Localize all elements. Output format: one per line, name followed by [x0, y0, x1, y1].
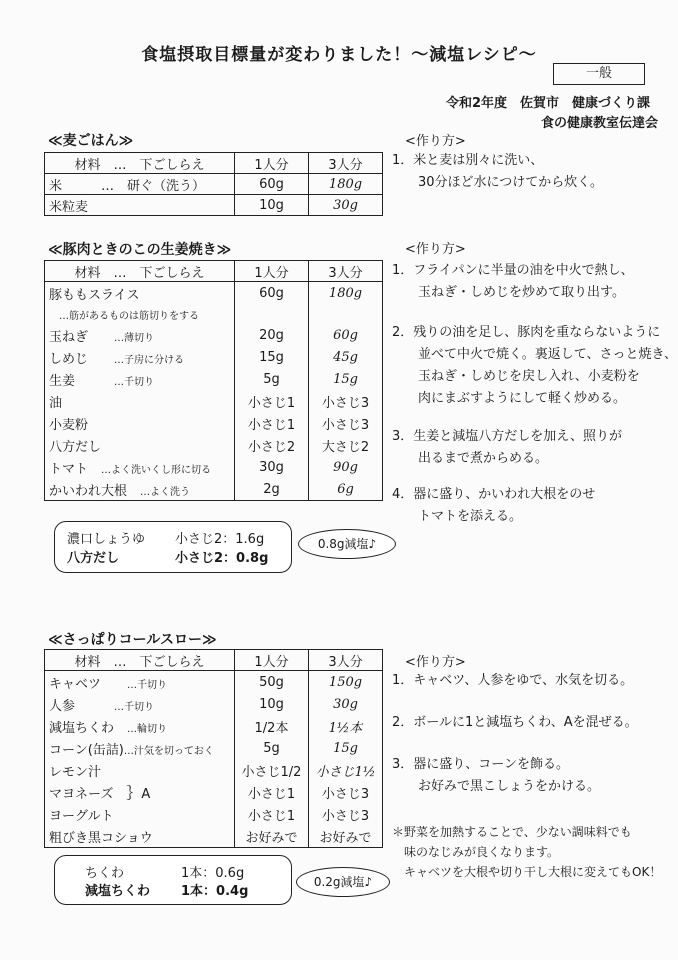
step-text: 2．残りの油を足し、豚肉を重ならないように: [392, 325, 661, 340]
table-row: [45, 825, 383, 848]
salt-comparison-box: [54, 855, 292, 905]
salt-line-label: 減塩ちくわ: [85, 884, 151, 899]
ingredient-cell: 粗びき黒コショウ: [45, 825, 235, 848]
recipe-title-mugi-gohan: ≪麦ごはん≫: [48, 133, 134, 149]
table-row: [45, 715, 383, 737]
ingredient-cell: 米 … 研ぐ（洗う）: [45, 174, 235, 195]
table-header-row: [45, 261, 383, 282]
salt-line-value: 1本：0.4g: [181, 884, 249, 899]
ingredient-cell: 減塩ちくわ …輪切り: [45, 715, 235, 737]
amount-three-cell: 小さじ3: [309, 803, 383, 825]
salt-line-value: 1本：0.6g: [181, 866, 245, 881]
method-steps-mugi-gohan: [392, 150, 603, 194]
table-row: [45, 304, 383, 324]
recipe-title-coleslaw: ≪さっぱりコールスロー≫: [48, 632, 217, 648]
salt-reduction-badge: 0.8g減塩♪: [298, 529, 396, 559]
amount-one-cell: 60g: [235, 174, 309, 195]
method-label: <作り方>: [405, 134, 466, 149]
step-text: 1．米と麦は別々に洗い、: [392, 153, 544, 168]
tip-note: [392, 822, 661, 882]
salt-reduction-badge: 0.2g減塩♪: [296, 867, 390, 897]
ingredient-cell: 人参 …千切り: [45, 693, 235, 715]
recipe-title-shogayaki: ≪豚肉ときのこの生姜焼き≫: [48, 242, 232, 258]
audience-badge: 一般: [553, 63, 645, 85]
amount-one-cell: 10g: [235, 693, 309, 715]
salt-line-value: 小さじ2：1.6g: [175, 532, 265, 547]
col-header-three-servings: 3人分: [309, 650, 383, 671]
page-title: 食塩摂取目標量が変わりました！～減塩レシピ～: [141, 45, 537, 65]
amount-one-cell: 15g: [235, 346, 309, 368]
amount-one-cell: 1/2本: [235, 715, 309, 737]
ingredient-cell: キャベツ …千切り: [45, 671, 235, 694]
table-row: [45, 456, 383, 478]
note-text: 味のなじみが良くなります。: [392, 845, 560, 859]
col-header-ingredient: 材料 … 下ごしらえ: [45, 153, 235, 174]
table-row: [45, 803, 383, 825]
amount-one-cell: 小さじ1: [235, 412, 309, 434]
step-text: 3．器に盛り、コーンを飾る。: [392, 757, 570, 772]
col-header-one-serving: 1人分: [235, 650, 309, 671]
step-text: 肉にまぶすようにして軽く炒める。: [392, 391, 627, 406]
amount-three-cell: 90g: [309, 456, 383, 478]
amount-one-cell: 60g: [235, 282, 309, 305]
amount-one-cell: 20g: [235, 324, 309, 346]
col-header-ingredient: 材料 … 下ごしらえ: [45, 650, 235, 671]
ingredient-cell: 玉ねぎ …薄切り: [45, 324, 235, 346]
col-header-three-servings: 3人分: [309, 153, 383, 174]
salt-line-label: ちくわ: [85, 866, 125, 881]
amount-one-cell: 小さじ1: [235, 781, 309, 803]
table-row: [45, 434, 383, 456]
note-text: ＊野菜を加熱することで、少ない調味料でも: [392, 825, 632, 839]
step-text: 2．ボールに1と減塩ちくわ、Aを混ぜる。: [392, 715, 638, 730]
amount-three-cell: 小さじ3: [309, 781, 383, 803]
ingredient-cell: かいわれ大根 …よく洗う: [45, 478, 235, 501]
ingredient-cell: しめじ …子房に分ける: [45, 346, 235, 368]
table-row: [45, 478, 383, 501]
amount-three-cell: 45g: [309, 346, 383, 368]
empty-cell: [235, 304, 309, 324]
ingredient-cell: レモン汁: [45, 759, 235, 781]
amount-one-cell: 5g: [235, 368, 309, 390]
step-text: 3．生姜と減塩八方だしを加え、照りが: [392, 429, 623, 444]
amount-one-cell: 50g: [235, 671, 309, 694]
table-row: [45, 390, 383, 412]
amount-three-cell: 15g: [309, 368, 383, 390]
amount-three-cell: 小さじ1½: [309, 759, 383, 781]
ingredient-cell: 生姜 …千切り: [45, 368, 235, 390]
amount-three-cell: 小さじ3: [309, 390, 383, 412]
amount-one-cell: 小さじ2: [235, 434, 309, 456]
organizer-subline: 食の健康教室伝達会: [540, 116, 658, 131]
amount-three-cell: 15g: [309, 737, 383, 759]
step-text: 並べて中火で焼く。裏返して、さっと焼き、: [392, 347, 677, 362]
ingredient-cell: 米粒麦: [45, 195, 235, 216]
ingredient-cell: 豚ももスライス: [45, 282, 235, 305]
table-header-row: [45, 153, 383, 174]
table-header-row: [45, 650, 383, 671]
amount-three-cell: 小さじ3: [309, 412, 383, 434]
method-steps-coleslaw: [392, 670, 638, 798]
step-text: 玉ねぎ・しめじを戻し入れ、小麦粉を: [392, 369, 640, 384]
step-text: 30分ほど水につけてから炊く。: [392, 175, 604, 190]
salt-line-value: 小さじ2：0.8g: [175, 551, 269, 566]
step-text: お好みで黒こしょうをかける。: [392, 779, 601, 794]
table-row: [45, 737, 383, 759]
table-row: [45, 759, 383, 781]
amount-one-cell: 30g: [235, 456, 309, 478]
table-row: [45, 781, 383, 803]
ingredient-cell: トマト …よく洗いくし形に切る: [45, 456, 235, 478]
amount-one-cell: 小さじ1: [235, 390, 309, 412]
step-text: 1．キャベツ、人参をゆで、水気を切る。: [392, 673, 634, 688]
empty-cell: [309, 304, 383, 324]
note-text: キャベツを大根や切り干し大根に変えてもOK！: [392, 865, 662, 879]
ingredient-cell: ヨーグルト: [45, 803, 235, 825]
salt-line-label: 八方だし: [67, 551, 120, 566]
col-header-ingredient: 材料 … 下ごしらえ: [45, 261, 235, 282]
prep-note-cell: …筋があるものは筋切りをする: [45, 304, 235, 324]
amount-one-cell: 2g: [235, 478, 309, 501]
ingredient-cell: コーン(缶詰)…汁気を切っておく: [45, 737, 235, 759]
ingredient-cell: 油: [45, 390, 235, 412]
ingredient-cell: 小麦粉: [45, 412, 235, 434]
amount-three-cell: 150g: [309, 671, 383, 694]
amount-three-cell: 大さじ2: [309, 434, 383, 456]
method-steps-shogayaki: [392, 260, 677, 528]
col-header-one-serving: 1人分: [235, 261, 309, 282]
step-text: 4．器に盛り、かいわれ大根をのせ: [392, 487, 596, 502]
table-row: [45, 346, 383, 368]
salt-line-label: 濃口しょうゆ: [67, 532, 146, 547]
organizer-line: 令和2年度 佐賀市 健康づくり課: [445, 96, 650, 111]
table-row: [45, 693, 383, 715]
method-label: <作り方>: [405, 242, 466, 257]
ingredient-cell: マヨネーズ ｝A: [45, 781, 235, 803]
table-row: [45, 671, 383, 694]
table-row: [45, 195, 383, 216]
amount-three-cell: 1½本: [309, 715, 383, 737]
salt-comparison-box: [54, 521, 292, 573]
table-row: [45, 412, 383, 434]
amount-three-cell: 6g: [309, 478, 383, 501]
amount-one-cell: 小さじ1/2: [235, 759, 309, 781]
amount-three-cell: 60g: [309, 324, 383, 346]
step-text: 出るまで煮からめる。: [392, 451, 549, 466]
amount-one-cell: 10g: [235, 195, 309, 216]
amount-one-cell: 5g: [235, 737, 309, 759]
step-text: トマトを添える。: [392, 509, 523, 524]
amount-one-cell: お好みで: [235, 825, 309, 848]
amount-three-cell: 30g: [309, 195, 383, 216]
table-row: [45, 368, 383, 390]
col-header-one-serving: 1人分: [235, 153, 309, 174]
ingredient-table-shogayaki: [44, 260, 383, 501]
method-label: <作り方>: [405, 655, 466, 670]
step-text: 1．フライパンに半量の油を中火で熱し、: [392, 263, 634, 278]
table-row: [45, 282, 383, 305]
amount-one-cell: 小さじ1: [235, 803, 309, 825]
ingredient-table-coleslaw: [44, 649, 383, 848]
ingredient-cell: 八方だし: [45, 434, 235, 456]
amount-three-cell: お好みで: [309, 825, 383, 848]
amount-three-cell: 30g: [309, 693, 383, 715]
amount-three-cell: 180g: [309, 282, 383, 305]
col-header-three-servings: 3人分: [309, 261, 383, 282]
step-text: 玉ねぎ・しめじを炒めて取り出す。: [392, 285, 625, 300]
ingredient-table-mugi-gohan: [44, 152, 383, 216]
table-row: [45, 324, 383, 346]
table-row: [45, 174, 383, 195]
amount-three-cell: 180g: [309, 174, 383, 195]
